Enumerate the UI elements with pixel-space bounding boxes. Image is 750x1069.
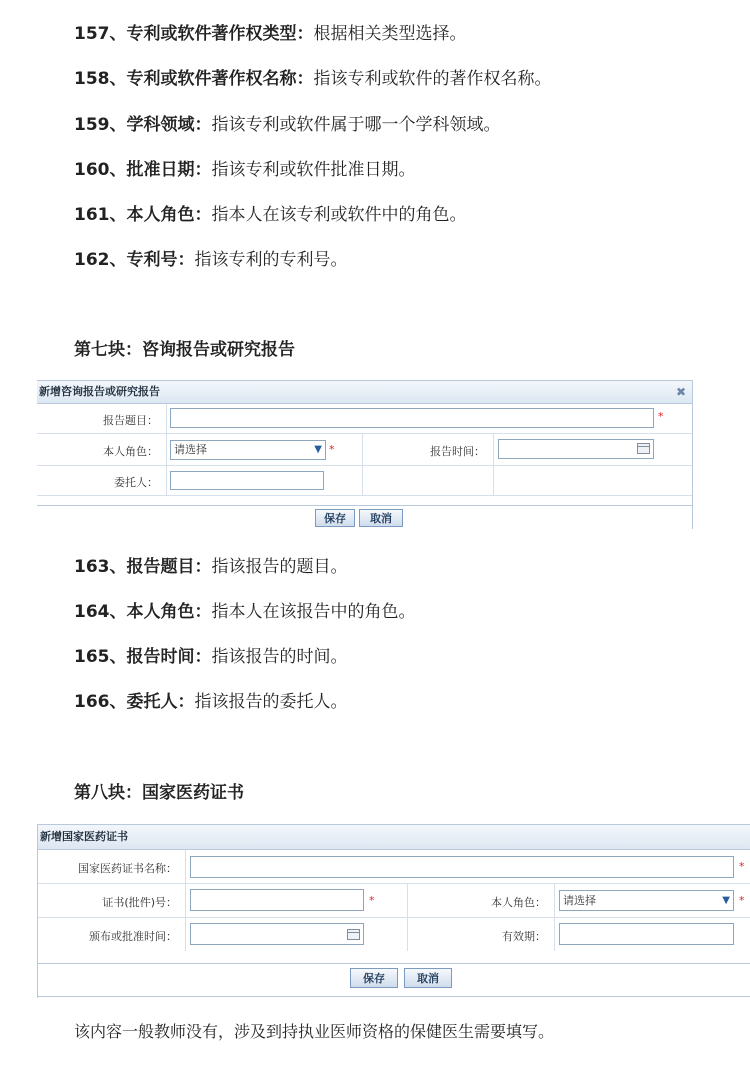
note-text: 该内容一般教师没有，涉及到持执业医师资格的保健医生需要填写。	[74, 1022, 555, 1041]
field-label: 报告题目：	[103, 414, 158, 427]
definition-159	[74, 114, 501, 136]
select-value: 请选择	[563, 894, 596, 907]
field-label: 本人角色：	[103, 445, 158, 458]
certificate-form-panel	[37, 824, 750, 998]
save-button[interactable]: 保存	[315, 509, 355, 527]
description: 指该专利或软件的著作权名称。	[313, 69, 552, 89]
form-title-bar	[37, 381, 692, 404]
save-button[interactable]: 保存	[350, 968, 398, 988]
definition-158	[74, 68, 552, 90]
definition-160	[74, 159, 416, 181]
section-heading: 第八块：国家医药证书	[74, 783, 244, 803]
field-label: 国家医药证书名称：	[78, 862, 177, 875]
term: 160、批准日期：	[74, 160, 212, 180]
divider	[38, 963, 750, 964]
definition-161	[74, 204, 467, 226]
field-label: 有效期：	[502, 930, 546, 943]
required-marker: *	[739, 894, 745, 907]
definition-162	[74, 249, 348, 271]
field-label: 委托人：	[114, 476, 158, 489]
term: 159、学科领域：	[74, 115, 212, 135]
report-form-panel	[37, 380, 693, 529]
definition-166	[74, 691, 348, 713]
description: 指该专利或软件批准日期。	[211, 160, 416, 180]
field-label: 证书(批件)号：	[102, 896, 177, 909]
description: 指该专利或软件属于哪一个学科领域。	[211, 115, 501, 135]
select-value: 请选择	[174, 443, 207, 456]
term: 158、专利或软件著作权名称：	[74, 69, 314, 89]
chevron-down-icon: ▼	[314, 444, 322, 455]
field-label: 报告时间：	[430, 445, 485, 458]
description: 根据相关类型选择。	[313, 24, 467, 44]
form-title: 新增咨询报告或研究报告	[39, 385, 160, 398]
report-title-input[interactable]	[170, 408, 654, 428]
description: 指该专利的专利号。	[194, 250, 348, 270]
term: 163、报告题目：	[74, 557, 212, 577]
cancel-button[interactable]: 取消	[359, 509, 403, 527]
description: 指本人在该报告中的角色。	[211, 602, 416, 622]
required-marker: *	[739, 860, 745, 873]
description: 指该报告的题目。	[211, 557, 348, 577]
certificate-name-input[interactable]	[190, 856, 734, 878]
definition-157	[74, 23, 467, 45]
term: 157、专利或软件著作权类型：	[74, 24, 314, 44]
definition-165	[74, 646, 348, 668]
description: 指本人在该专利或软件中的角色。	[211, 205, 467, 225]
divider	[37, 505, 692, 506]
validity-input[interactable]	[559, 923, 734, 945]
form-row	[37, 434, 692, 466]
form-row	[38, 884, 750, 918]
term: 166、委托人：	[74, 692, 195, 712]
field-label: 本人角色：	[491, 896, 546, 909]
form-row	[37, 404, 692, 434]
calendar-icon[interactable]	[347, 929, 360, 940]
section-heading: 第七块：咨询报告或研究报告	[74, 340, 295, 360]
form-title: 新增国家医药证书	[40, 830, 128, 843]
close-icon[interactable]: ✖	[675, 385, 686, 399]
form-title-bar	[38, 825, 750, 850]
form-row	[38, 850, 750, 884]
role-select[interactable]	[170, 440, 326, 460]
certificate-number-input[interactable]	[190, 889, 364, 911]
chevron-down-icon: ▼	[722, 895, 730, 906]
term: 165、报告时间：	[74, 647, 212, 667]
term: 162、专利号：	[74, 250, 195, 270]
term: 161、本人角色：	[74, 205, 212, 225]
form-row	[37, 466, 692, 496]
form-row	[38, 918, 750, 951]
required-marker: *	[369, 894, 375, 907]
cancel-button[interactable]: 取消	[404, 968, 452, 988]
definition-164	[74, 601, 416, 623]
report-time-input[interactable]	[498, 439, 654, 459]
issue-time-input[interactable]	[190, 923, 364, 945]
divider	[38, 996, 750, 997]
calendar-icon[interactable]	[637, 443, 650, 454]
role-select[interactable]	[559, 890, 734, 911]
term: 164、本人角色：	[74, 602, 212, 622]
definition-163	[74, 556, 348, 578]
description: 指该报告的时间。	[211, 647, 348, 667]
client-input[interactable]	[170, 471, 324, 490]
required-marker: *	[658, 410, 664, 423]
field-label: 颁布或批准时间：	[89, 930, 177, 943]
description: 指该报告的委托人。	[194, 692, 348, 712]
required-marker: *	[329, 443, 335, 456]
